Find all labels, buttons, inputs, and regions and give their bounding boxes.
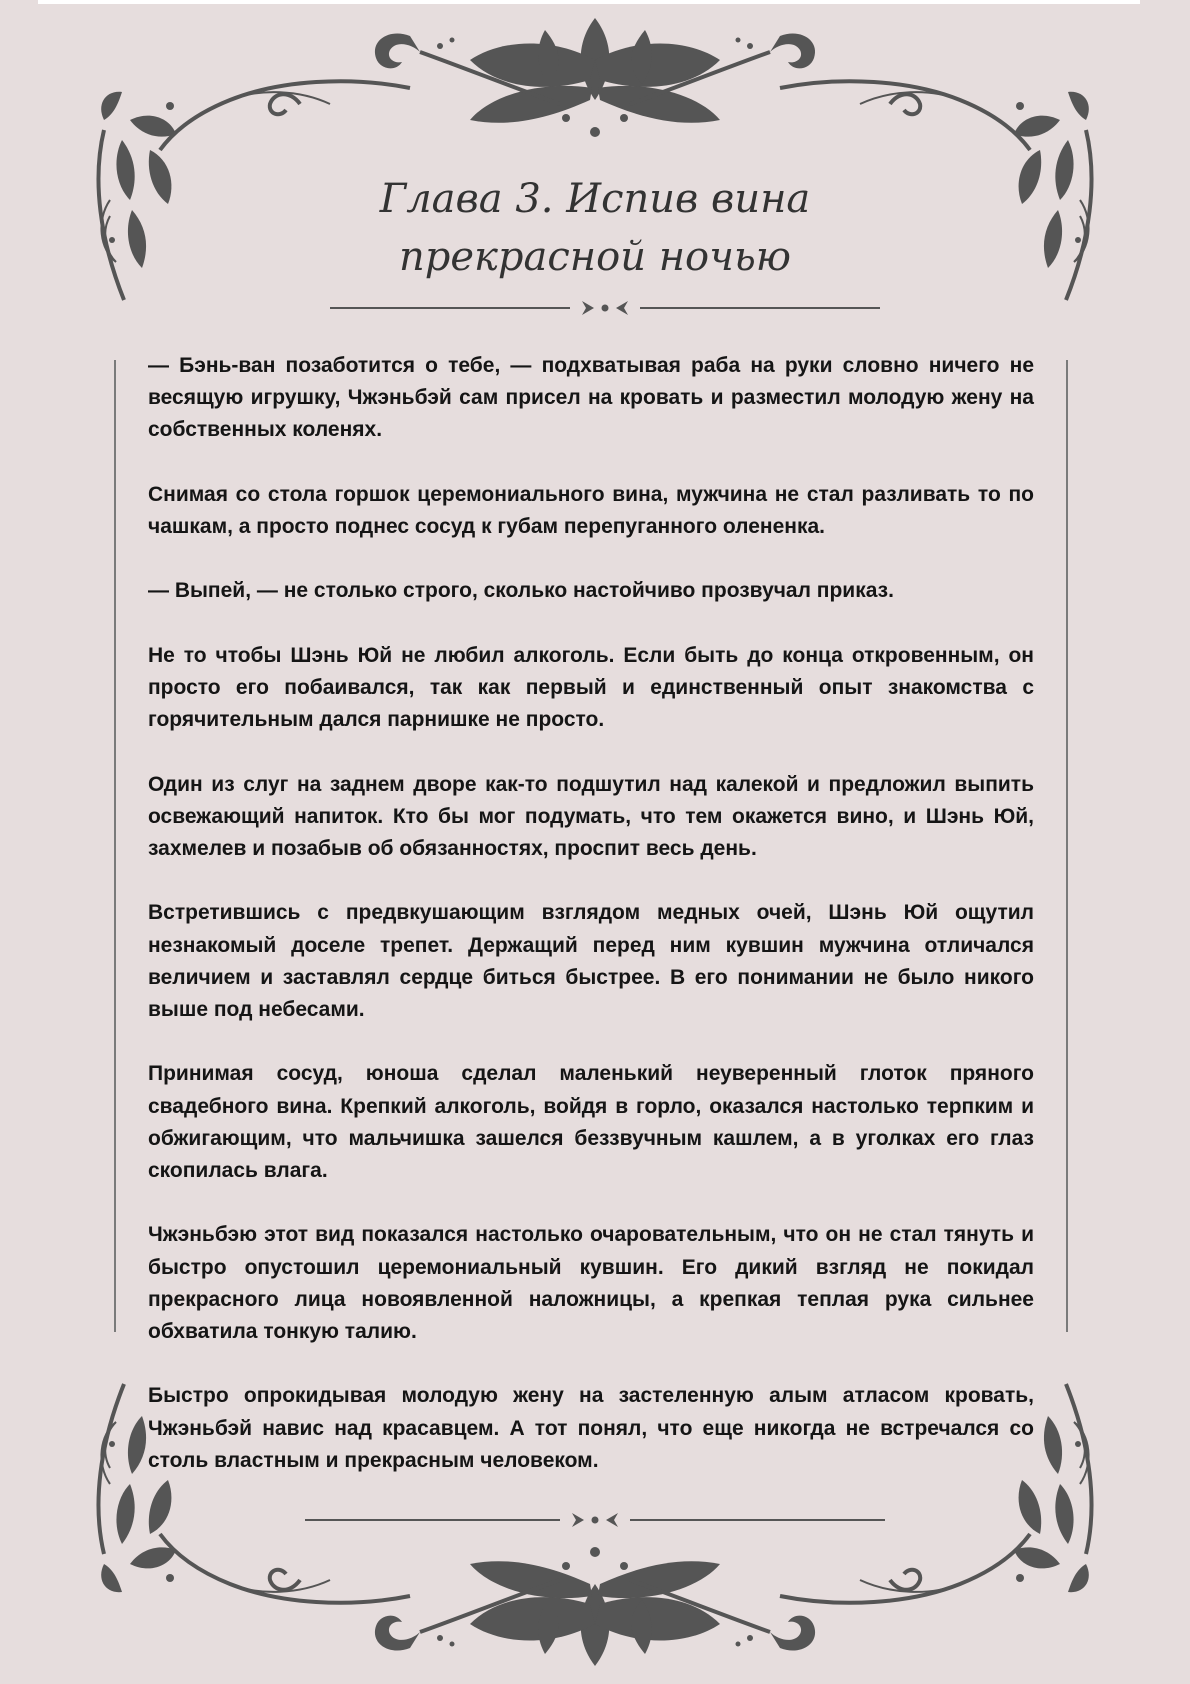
bottom-floral-ornament-icon xyxy=(0,1354,1190,1684)
chapter-title xyxy=(0,170,1190,286)
paragraph: Быстро опрокидывая молодую жену на застеленную алым атласом кровать, Чжэньбэй навис над красавцем. А тот понял, что еще никогда не встречался со столь властным и прекрасным человеком. xyxy=(148,1384,1034,1472)
chapter-title-line1: Глава 3. Испив вина xyxy=(379,176,811,222)
chapter-body xyxy=(148,350,1034,1509)
paragraph: — Выпей, — не столько строго, сколько настойчиво прозвучал приказ. xyxy=(148,579,894,603)
paragraph: Принимая сосуд, юноша сделал маленький неуверенный глоток пряного свадебного вина. Крепкий алкоголь, войдя в горло, оказался настолько терпким и обжигающим, что мальчишка зашелся беззвучным кашлем, а в уголках его глаз скопилась влага. xyxy=(148,1062,1034,1182)
paragraph: Один из слуг на заднем дворе как-то подшутил над калекой и предложил выпить освежающий напиток. Кто бы мог подумать, что тем окажется вино, и Шэнь Юй, захмелев и позабыв об обязанностях, проспит весь день. xyxy=(148,772,1034,860)
right-border-line xyxy=(1066,360,1068,1332)
paragraph: Чжэньбэю этот вид показался настолько очаровательным, что он не стал тянуть и быстро опустошил церемониальный кувшин. Его дикий взгляд не покидал прекрасного лица новоявленной наложницы, а крепкая теплая рука сильнее обхватила тонкую талию. xyxy=(148,1223,1034,1343)
chapter-title-line2: прекрасной ночью xyxy=(399,234,791,280)
paragraph: Встретившись с предвкушающим взглядом медных очей, Шэнь Юй ощутил незнакомый доселе трепет. Держащий перед ним кувшин мужчина отличался величием и заставлял сердце биться быстрее. В его понимании не было никого выше под небесами. xyxy=(148,901,1034,1021)
title-divider-icon xyxy=(330,296,880,320)
paragraph: Не то чтобы Шэнь Юй не любил алкоголь. Если быть до конца откровенным, он просто его побаивался, так как первый и единственный опыт знакомства с горячительным дался парнишке не просто. xyxy=(148,643,1034,732)
paragraph: — Бэнь-ван позаботится о тебе, — подхватывая раба на руки словно ничего не весящую игрушку, Чжэньбэй сам присел на кровать и разместил молодую жену на собственных коленях. xyxy=(148,354,1034,442)
left-border-line xyxy=(114,360,116,1332)
paragraph: Снимая со стола горшок церемониального вина, мужчина не стал разливать то по чашкам, а просто поднес сосуд к губам перепуганного олененка. xyxy=(148,482,1034,538)
